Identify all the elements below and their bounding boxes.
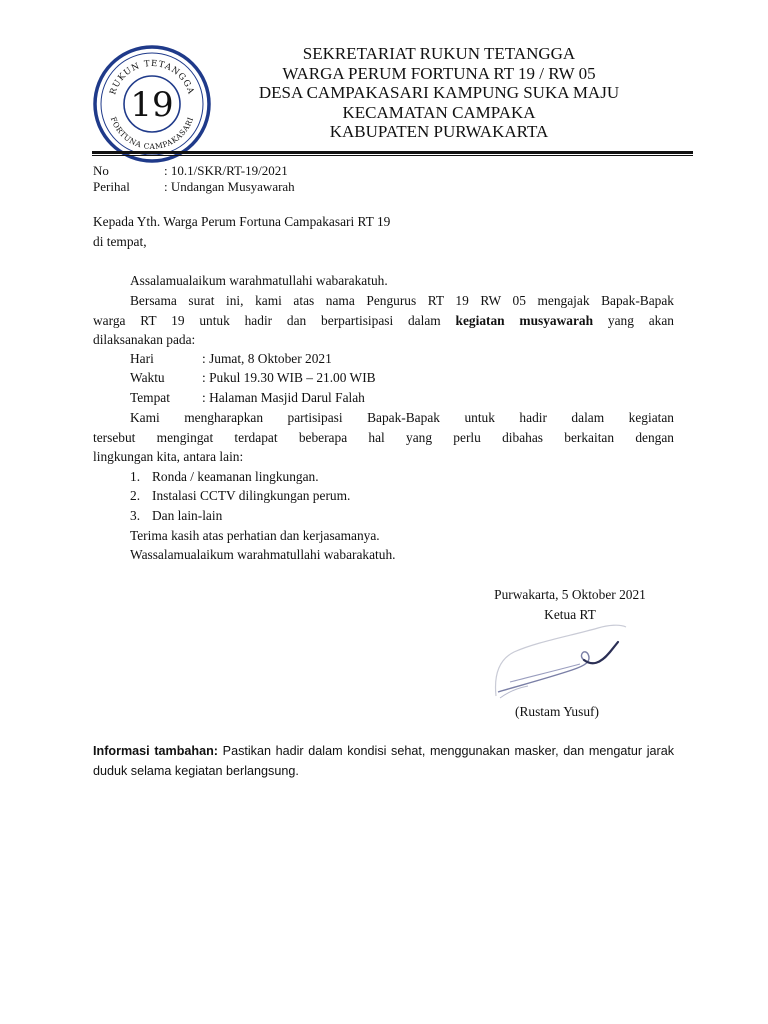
meta-number-label: No xyxy=(93,163,109,178)
seal-top-text: RUKUN TETANGGA xyxy=(108,58,196,97)
list-item: Instalasi CCTV dilingkungan perum. xyxy=(152,488,351,503)
paragraph-1-line-3: dilaksanakan pada: xyxy=(93,332,196,347)
paragraph-1-line-1: Bersama surat ini, kami atas nama Pengurus RT 19 RW 05 mengajak Bapak-Bapak xyxy=(130,293,674,308)
signature-place-date: Purwakarta, 5 Oktober 2021 xyxy=(494,587,646,602)
paragraph-2-line-1: Kami mengharapkan partisipasi Bapak-Bapak untuk hadir dalam kegiatan xyxy=(130,410,674,425)
letterhead-line-5: KABUPATEN PURWAKARTA xyxy=(329,122,549,141)
closing-line: Wassalamualaikum warahmatullahi wabarakatuh. xyxy=(130,547,396,562)
addressee-line-1: Kepada Yth. Warga Perum Fortuna Campakasari RT 19 xyxy=(93,214,391,229)
meta-number-value: : 10.1/SKR/RT-19/2021 xyxy=(164,163,288,178)
paragraph-2-line-2: tersebut mengingat terdapat beberapa hal yang perlu dibahas berkaitan dengan xyxy=(93,430,674,445)
meta-subject-value: : Undangan Musyawarah xyxy=(164,179,295,194)
additional-info xyxy=(93,741,674,781)
list-item-number: 2. xyxy=(130,488,141,503)
signature-title: Ketua RT xyxy=(544,607,596,622)
addressee-line-2: di tempat, xyxy=(93,234,147,249)
additional-info-label: Informasi tambahan: xyxy=(93,744,219,758)
schedule-time-label: Waktu xyxy=(130,370,165,385)
letterhead-line-2: WARGA PERUM FORTUNA RT 19 / RW 05 xyxy=(282,63,596,83)
letterhead-line-1: SEKRETARIAT RUKUN TETANGGA xyxy=(302,44,576,63)
seal-bottom-text: FORTUNA CAMPAKASARI xyxy=(108,115,196,152)
schedule-day-label: Hari xyxy=(130,351,154,366)
thanks-line: Terima kasih atas perhatian dan kerjasamanya. xyxy=(130,528,380,543)
letterhead-line-4: KECAMATAN CAMPAKA xyxy=(342,102,536,122)
handwritten-signature xyxy=(488,622,633,702)
signature-block xyxy=(470,585,670,625)
list-item-number: 3. xyxy=(130,508,141,523)
list-item-number: 1. xyxy=(130,469,141,484)
greeting: Assalamualaikum warahmatullahi wabarakatuh. xyxy=(130,273,388,288)
letter-body xyxy=(93,0,674,1024)
list-item: Dan lain-lain xyxy=(152,508,223,523)
schedule-place-value: : Halaman Masjid Darul Falah xyxy=(202,390,365,405)
highlight-kegiatan-musyawarah: kegiatan musyawarah xyxy=(455,313,594,328)
letterhead-line-3: DESA CAMPAKASARI KAMPUNG SUKA MAJU xyxy=(258,83,620,102)
signature-name: (Rustam Yusuf) xyxy=(515,704,599,719)
additional-info-text: Pastikan hadir dalam kondisi sehat, menggunakan masker, dan mengatur jarak duduk selama kegiatan berlangsung. xyxy=(93,744,675,778)
schedule-time-value: : Pukul 19.30 WIB – 21.00 WIB xyxy=(202,370,376,385)
seal-number: 19 xyxy=(130,85,174,125)
paragraph-1-line-2: warga RT 19 untuk hadir dan berpartisipasi dalam kegiatan musyawarah yang akan xyxy=(93,313,674,328)
meta-subject-label: Perihal xyxy=(93,179,130,194)
paragraph-2-line-3: lingkungan kita, antara lain: xyxy=(93,449,244,464)
schedule-place-label: Tempat xyxy=(130,390,170,405)
list-item: Ronda / keamanan lingkungan. xyxy=(152,469,319,484)
schedule-day-value: : Jumat, 8 Oktober 2021 xyxy=(202,351,332,366)
